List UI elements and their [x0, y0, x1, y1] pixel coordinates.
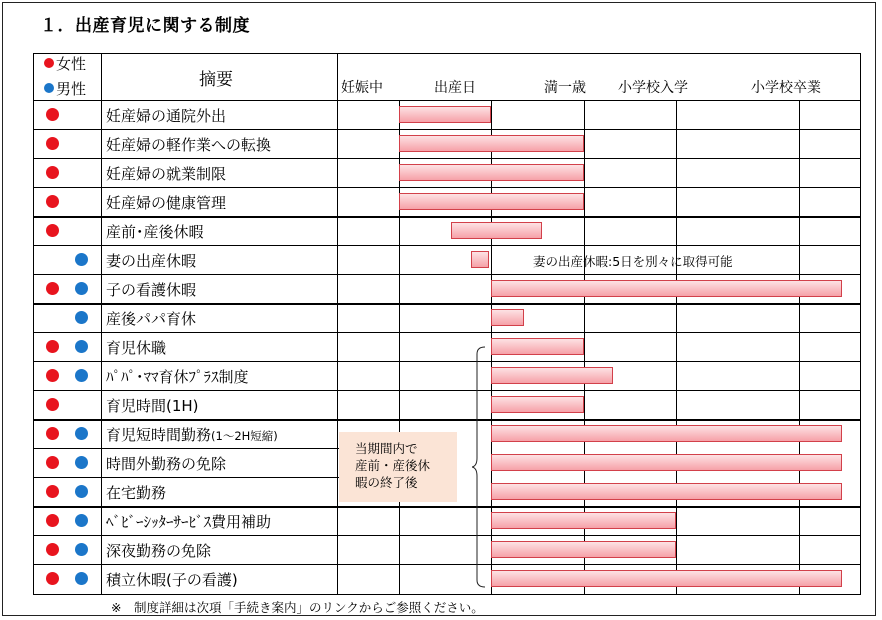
row-label: [106, 163, 226, 184]
row-label: [106, 366, 249, 387]
female-dot-icon: [46, 456, 59, 469]
period-bar: [491, 280, 842, 297]
period-bar: [491, 396, 584, 413]
period-bar: [491, 512, 676, 529]
row-divider: [33, 390, 861, 391]
male-dot-icon: [75, 572, 88, 585]
male-dot-icon: [75, 427, 88, 440]
legend-male: 男性: [56, 80, 87, 98]
row-divider: [337, 419, 861, 421]
stage-header: 妊娠中: [341, 80, 383, 96]
period-note-line: 暇の終了後: [355, 475, 418, 490]
period-bar: [491, 541, 676, 558]
row-label-text: 深夜勤務の免除: [106, 542, 212, 560]
table-border: [860, 53, 861, 595]
row-label: [106, 337, 166, 358]
female-dot-icon: [44, 58, 54, 68]
stage-header: 出産日: [434, 80, 476, 96]
row-divider: [33, 332, 861, 333]
row-label-text: ﾍﾞﾋﾞｰｼｯﾀｰｻｰﾋﾞｽ費用補助: [106, 513, 272, 531]
period-note-line: 産前・産後休: [355, 458, 431, 473]
footnote: ※ 制度詳細は次項「手続き案内」のリンクからご参照ください。: [111, 600, 484, 615]
row-divider: [337, 506, 861, 508]
row-label: [106, 105, 226, 126]
period-note: [339, 432, 457, 502]
period-bar: [399, 106, 491, 123]
row-label: [106, 569, 238, 590]
row-label: [106, 395, 199, 416]
row-divider: [33, 274, 861, 275]
row-label: [106, 511, 271, 532]
female-dot-icon: [46, 166, 59, 179]
male-dot-icon: [75, 514, 88, 527]
row-divider: [33, 506, 337, 508]
female-dot-icon: [46, 572, 59, 585]
row-label-text: 妊産婦の通院外出: [106, 107, 227, 125]
female-dot-icon: [46, 224, 59, 237]
female-dot-icon: [46, 108, 59, 121]
female-dot-icon: [46, 427, 59, 440]
table-border: [33, 594, 861, 595]
period-bar: [491, 425, 842, 442]
row-label-text: 妊産婦の就業制限: [106, 165, 227, 183]
system-table: [33, 53, 861, 595]
row-divider: [33, 477, 337, 478]
row-divider: [33, 216, 861, 218]
page-title: １．出産育児に関する制度: [40, 16, 250, 36]
table-border: [33, 53, 34, 595]
row-label-text: 妊産婦の軽作業への転換: [106, 136, 272, 154]
column-divider: [337, 53, 338, 595]
period-bar: [491, 483, 842, 500]
stage-header: 小学校入学: [618, 80, 688, 96]
male-dot-icon: [75, 340, 88, 353]
row-label: [106, 134, 271, 155]
row-divider: [33, 361, 861, 362]
column-divider: [101, 53, 102, 595]
row-label-text: 育児休職: [106, 339, 167, 357]
row-label: [106, 221, 204, 242]
stage-header: 満一歳: [544, 80, 586, 96]
male-dot-icon: [75, 253, 88, 266]
row-label: [106, 250, 196, 271]
female-dot-icon: [46, 369, 59, 382]
period-bar: [491, 338, 584, 355]
row-label-text: 妻の出産休暇: [106, 252, 197, 270]
timeline-gridline: [799, 100, 800, 595]
female-dot-icon: [46, 514, 59, 527]
legend-female: 女性: [56, 55, 87, 73]
row-label-text: 子の看護休暇: [106, 281, 197, 299]
stage-header: 小学校卒業: [751, 80, 821, 96]
period-bar: [451, 222, 542, 239]
row-label: [106, 482, 166, 503]
row-label-text: 育児短時間勤務: [106, 426, 212, 444]
row-divider: [33, 535, 861, 536]
period-bar: [399, 135, 584, 152]
male-dot-icon: [75, 456, 88, 469]
period-bar: [399, 164, 584, 181]
row-label-text: 妊産婦の健康管理: [106, 194, 227, 212]
female-dot-icon: [46, 398, 59, 411]
summary-header: 摘要: [199, 70, 233, 90]
female-dot-icon: [46, 485, 59, 498]
period-bar: [491, 570, 842, 587]
row-label-text: 育児時間(1H): [106, 397, 199, 415]
row-label: [106, 424, 278, 445]
row-divider: [33, 245, 861, 246]
male-dot-icon: [75, 282, 88, 295]
bracket-icon: [472, 346, 486, 588]
period-bar: [491, 367, 613, 384]
row-label: [106, 540, 211, 561]
male-dot-icon: [75, 369, 88, 382]
row-label-text: 時間外勤務の免除: [106, 455, 227, 473]
period-bar: [471, 251, 489, 268]
row-divider: [33, 448, 337, 449]
row-label-note: (1～2H短縮): [211, 429, 278, 443]
female-dot-icon: [46, 195, 59, 208]
male-dot-icon: [44, 83, 54, 93]
male-dot-icon: [75, 311, 88, 324]
table-border: [33, 53, 861, 54]
row-label: [106, 308, 196, 329]
period-note-line: 当期間内で: [355, 441, 418, 456]
annotation-text: 妻の出産休暇:5日を別々に取得可能: [533, 254, 733, 269]
period-bar: [491, 454, 842, 471]
period-bar: [399, 193, 584, 210]
row-label: [106, 279, 196, 300]
row-label-text: 積立休暇(子の看護): [106, 571, 238, 589]
row-divider: [33, 187, 861, 188]
row-label-text: ﾊﾟﾊﾟ･ﾏﾏ育休ﾌﾟﾗｽ制度: [106, 368, 249, 386]
period-bar: [491, 309, 524, 326]
row-divider: [33, 158, 861, 159]
male-dot-icon: [75, 485, 88, 498]
female-dot-icon: [46, 340, 59, 353]
row-label-text: 産前･産後休暇: [106, 223, 204, 241]
female-dot-icon: [46, 543, 59, 556]
row-label-text: 在宅勤務: [106, 484, 167, 502]
row-label: [106, 453, 226, 474]
timeline-gridline: [676, 100, 677, 595]
row-label: [106, 192, 226, 213]
row-label-text: 産後パパ育休: [106, 310, 197, 328]
male-dot-icon: [75, 543, 88, 556]
female-dot-icon: [46, 137, 59, 150]
row-divider: [33, 129, 861, 130]
row-divider: [33, 303, 861, 305]
row-divider: [33, 564, 861, 565]
header-divider: [33, 100, 861, 101]
row-divider: [33, 419, 337, 421]
female-dot-icon: [46, 282, 59, 295]
